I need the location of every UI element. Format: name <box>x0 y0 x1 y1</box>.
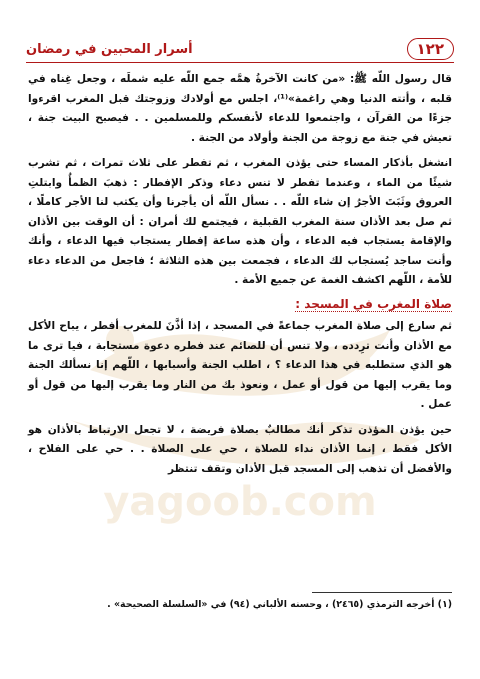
watermark-site-text: yagoob.com <box>103 479 377 525</box>
page-number: ١٢٢ <box>407 38 454 60</box>
book-title: أسرار المحبين في رمضان <box>26 42 193 57</box>
page-body <box>28 70 452 584</box>
paragraph: ثم سارع إلى صلاة المغرب جماعةً في المسجد ، إذا أذَّنَ للمغرب أفطر ، يباح الأكل مع الأذان وأنت ترِدده ، ولا تنس أن للصائم عند فطره دعوة مستجابة ، فيا ترى ما هو الذي ستطلبه في هذا الدعاء ؟ ، اطلب الجنة وأسبابها ، اللّهم إنا نسألك الجنة وما يقرب إليها من قول أو عمل ، ونعوذ بك من النار وما يقرب إليها من قول أو عمل . <box>28 320 452 410</box>
header-divider <box>26 62 454 63</box>
section-heading <box>28 295 452 315</box>
paragraph: انشغل بأذكار المساء حتى يؤذن المغرب ، ثم تفطر على ثلاث تمرات ، ثم تشرب شيئًا من الماء ، وعندما تفطر لا تنس دعاء وذكر الإفطار : ذهبَ الظمأُ وابتلتِ العروق وثَبَتَ الأجرُ إن شاء اللّه . . نسأل اللّه أن يأجرنا وأن يكتب لنا الأجر كاملًا ، ثم صل بعد الأذان سنة المغرب القبلية ، فيجتمع لك أمران : أن الوقت بين الأذان والإقامة يستجاب فيه الدعاء ، وأن هذه ساعة إفطار يستجاب فيها الدعاء ، وأنك وأنت ساجد يُستجاب لك الدعاء ، فجمعت بين هذه الثلاثة ؛ فاجعل من الدعاء دعاء للأمة ، اللّهم اكشف الغمة عن جميع الأمة . <box>28 157 452 286</box>
footnote-divider <box>312 592 452 593</box>
footnote: (١) أخرجه الترمذي (٢٤٦٥) ، وحسنه الألباني (٩٤) في «السلسلة الصحيحة» . <box>107 599 452 610</box>
paragraph: حين يؤذن المؤذن تذكر أنك مطالبٌ بصلاة فريضة ، لا تجعل الارتباط بالأذان هو الأكل فقط ، إنما الأذان نداء للصلاة ، حي على الصلاة . . حي على الفلاح ، والأفضل أن تذهب إلى المسجد قبل الأذان وتقف تنتظر <box>28 423 452 475</box>
page-header <box>26 28 454 64</box>
paragraph: قال رسول اللّه ﷺ: «من كانت الآخرةُ همَّه جمع اللّه عليه شملَه ، وجعل غِناه في قلبه ، وأتته الدنيا وهي راغمة»⁽¹⁾، اجلس مع أولادك وزوجتك قبل المغرب اقرءوا جزءًا من القرآن ، واجتمعوا للدعاء لأنفسكم وللمسلمين . . فيصبح البيت جنة ، تعيش في جنة مع زوجة من الجنة وأولاد من الجنة . <box>28 73 453 144</box>
section-heading-text: صلاة المغرب في المسجد : <box>295 296 452 311</box>
